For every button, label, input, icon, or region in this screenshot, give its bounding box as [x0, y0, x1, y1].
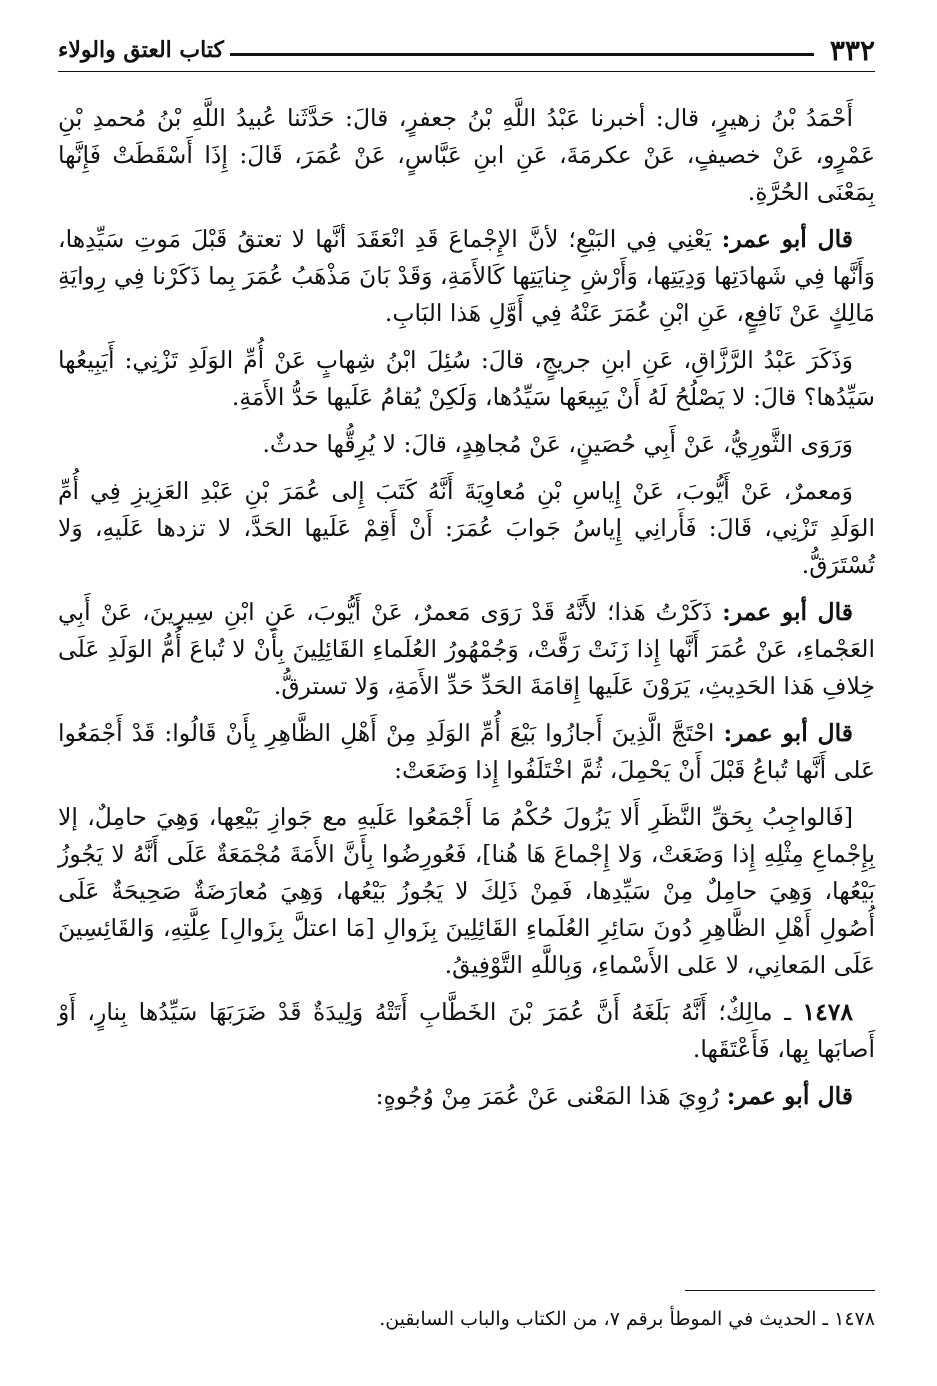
paragraph-text: ـ مالِكٌ؛ أَنَّهُ بَلَغَهُ أَنَّ عُمَرَ بْنَ الخَطَّابِ أَتَتْهُ وَلِيدَةٌ قَدْ ضَرَبَهَا سَيِّدُها بِنارٍ، أَوْ أَصابَها بِها، فَأَعْتَقَها.: [58, 998, 875, 1063]
footnote-rule: [685, 1290, 875, 1291]
page-number: ٣٣٢: [829, 33, 875, 67]
paragraph-text: [فَالواجِبُ بِحَقِّ النَّظَرِ أَلا يَزُولَ حُكْمُ مَا أَجْمَعُوا عَلَيهِ مع جَوازِ بَيْعِها، وَهِيَ حامِلٌ، إلا بِإِجْماعِ مِثْلِهِ إِذا وَضَعَتْ، وَلا إِجْماعَ هَا هُنا]، فَعُورِضُوا بِأَنَّ الأَمَةَ مُجْمَعَةٌ عَلَى أَنَّهُ لا يَجُوزُ بَيْعُها، وَهِيَ حامِلٌ مِنْ سَيِّدِها، فَمِنْ ذَلِكَ لا يَجُوزُ بَيْعُها، وَهِيَ مُعارَضَةٌ صَحِيحَةٌ عَلَى أُصُولِ أَهْلِ الظَّاهِرِ دُونَ سَائِرِ العُلَماءِ القَائِلِينَ بِزَوالِ [مَا اعتلَّ بِزَوالِ] عِلَّتِهِ، وَالقَائِسِينَ عَلَى المَعانِي، لا عَلى الأَسْماءِ، وَبِاللَّهِ التَّوْفِيقُ.: [58, 803, 875, 979]
paragraph: [58, 221, 875, 332]
main-text: [58, 100, 875, 1125]
paragraph: [58, 1078, 875, 1115]
paragraph: [58, 799, 875, 984]
paragraph-text: أَحْمَدُ بْنُ زهيرٍ، قال: أخبرنا عَبْدُ اللَّهِ بْنُ جعفرٍ، قالَ: حَدَّثَنا عُبيدُ اللَّهِ بْنُ مُحمدِ بْنِ عَمْرٍو، عَنْ خصيفٍ، عَنْ عكرمَةَ، عَنِ ابنِ عَبَّاسٍ، عَنْ عُمَرَ، قَالَ: إِذَا أَسْقَطَتْ فَإِنَّها بِمَعْنَى الحُرَّةِ.: [58, 104, 875, 206]
speaker-label: قال أبو عمر:: [723, 719, 853, 747]
page-header: [58, 30, 875, 70]
hadith-number: ١٤٧٨: [802, 998, 853, 1026]
paragraph: [58, 473, 875, 584]
paragraph-text: وَرَوَى الثَّورِيُّ، عَنْ أَبِي حُصَينٍ، عَنْ مُجاهِدٍ، قالَ: لا يُرِقُّها حدثٌ.: [262, 430, 853, 458]
header-rule: [230, 53, 814, 56]
footnote: ١٤٧٨ ـ الحديث في الموطأ برقم ٧، من الكتاب والباب السابقين.: [379, 1308, 875, 1330]
paragraph-text: وَمعمرٌ، عَنْ أَيُّوبَ، عَنْ إِياسِ بْنِ مُعاوِيَةَ أَنَّهُ كَتَبَ إِلى عُمَرَ بْنِ عَبْدِ العَزِيزِ فِي أُمِّ الوَلَدِ تَزْنِي، قَالَ: فَأَرانِي إِياسُ جَوابَ عُمَرَ: أَنْ أَقِمْ عَلَيها الحَدَّ، لا تزدها عَلَيهِ، وَلا تُسْتَرَقُّ.: [58, 477, 875, 579]
paragraph: [58, 426, 875, 463]
paragraph-text: ذَكَرْتُ هَذا؛ لأَنَّهُ قَدْ رَوَى مَعمرٌ، عَنْ أَيُّوبَ، عَنِ ابْنِ سِيرِينَ، عَنْ أَبِي العَجْماءِ، عَنْ عُمَرَ أَنَّها إِذا زَنَتْ رَقَّتْ، وَجُمْهُورُ العُلَماءِ القَائِلِينَ بِأَنْ لا تُباعَ أُمُّ الوَلَدِ عَلَى خِلافِ هَذا الحَدِيثِ، يَرَوْنَ عَلَيها إِقامَةَ الحَدِّ حَدِّ الأَمَةِ، وَلا تسترقُّ.: [58, 598, 875, 700]
paragraph: [58, 715, 875, 789]
speaker-label: قال أبو عمر:: [722, 598, 853, 626]
paragraph: [58, 342, 875, 416]
paragraph-text: رُوِيَ هَذا المَعْنى عَنْ عُمَرَ مِنْ وُجُوهٍ:: [375, 1082, 727, 1110]
header-underline: [58, 71, 875, 72]
paragraph: [58, 994, 875, 1068]
speaker-label: قال أبو عمر:: [726, 1082, 853, 1110]
speaker-label: قال أبو عمر:: [721, 225, 853, 253]
paragraph-text: وَذَكَرَ عَبْدُ الرَّزَّاقِ، عَنِ ابنِ جريجٍ، قالَ: سُئِلَ ابْنُ شِهابٍ عَنْ أُمِّ الوَلَدِ تَزْنِي: أَيَبِيعُها سَيِّدُها؟ قالَ: لا يَصْلُحُ لَهُ أَنْ يَبِيعَها سَيِّدُها، وَلَكِنْ يُقامُ عَلَيها حَدُّ الأَمَةِ.: [58, 346, 875, 411]
paragraph-text: يَعْنِي فِي البَيْعِ؛ لأنَّ الإِجْماعَ قَدِ انْعَقَدَ أنَّها لا تعتقُ قَبْلَ مَوتِ سَيِّدِها، وَأَنَّها فِي شَهادَتِها وَدِيَتِها، وَأَرْشِ جِنايَتِها كَالأَمَةِ، وَقَدْ بَانَ مَذْهَبُ عُمَرَ بِما ذَكَرْنا فِي رِوايَةِ مَالِكٍ عَنْ نَافِعٍ، عَنِ ابْنِ عُمَرَ عَنْهُ فِي أَوَّلِ هَذا البَابِ.: [58, 225, 875, 327]
paragraph: [58, 594, 875, 705]
chapter-title: كتاب العتق والولاء: [58, 37, 224, 63]
paragraph-text: احْتَجَّ الَّذِينَ أَجازُوا بَيْعَ أُمِّ الوَلَدِ مِنْ أَهْلِ الظَّاهِرِ بِأَنْ قَالُوا: قَدْ أَجْمَعُوا عَلى أَنَّها تُباعُ قَبْلَ أَنْ يَحْمِلَ، ثُمَّ اخْتَلَفُوا إِذا وَضَعَتْ:: [58, 719, 875, 784]
paragraph: [58, 100, 875, 211]
